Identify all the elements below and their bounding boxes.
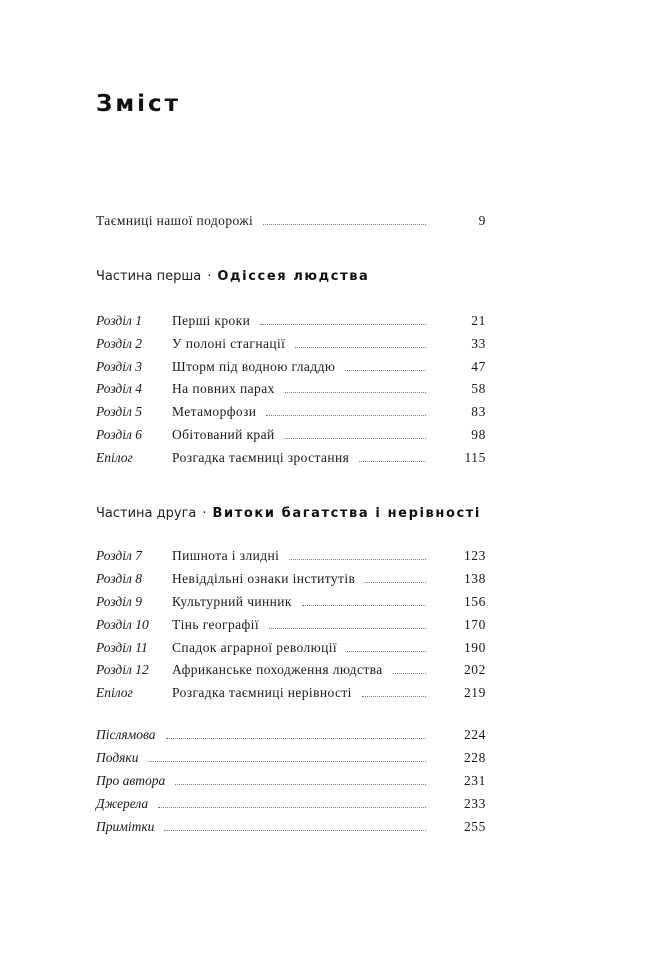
- dot-leader: [149, 760, 427, 762]
- toc-entry[interactable]: [96, 426, 486, 444]
- part-title: Одіссея людства: [217, 269, 370, 284]
- entry-page: 9: [478, 213, 486, 228]
- chapter-title: На повних парах: [172, 381, 275, 396]
- part-separator: ·: [202, 506, 207, 521]
- back-matter-label: Джерела: [96, 796, 149, 811]
- toc-entry[interactable]: [96, 358, 486, 376]
- chapter-label: Розділ 4: [96, 381, 143, 396]
- part-separator: ·: [207, 269, 212, 284]
- dot-leader: [359, 460, 426, 462]
- toc-entry-back-matter[interactable]: [96, 726, 486, 744]
- dot-leader: [175, 783, 426, 785]
- toc-entry[interactable]: [96, 449, 486, 467]
- toc-entry[interactable]: [96, 570, 486, 588]
- part-heading-1: [96, 267, 369, 287]
- chapter-label: Розділ 8: [96, 571, 143, 586]
- chapter-title: Розгадка таємниці нерівності: [172, 685, 352, 700]
- chapter-title: Спадок аграрної революції: [172, 640, 338, 655]
- chapter-label: Епілог: [96, 450, 133, 465]
- toc-entry[interactable]: [96, 403, 486, 421]
- chapter-label: Розділ 2: [96, 336, 143, 351]
- back-matter-page: 224: [463, 727, 486, 742]
- toc-entry[interactable]: [96, 335, 486, 353]
- chapter-label: Епілог: [96, 685, 133, 700]
- chapter-label: Розділ 6: [96, 427, 143, 442]
- chapter-title: Метаморфози: [172, 404, 257, 419]
- toc-entry[interactable]: [96, 661, 486, 679]
- chapter-title: Перші кроки: [172, 313, 251, 328]
- chapter-page: 138: [463, 571, 486, 586]
- chapter-page: 115: [464, 450, 486, 465]
- dot-leader: [393, 672, 426, 674]
- toc-entry[interactable]: [96, 684, 486, 702]
- dot-leader: [260, 323, 426, 325]
- toc-entry-back-matter[interactable]: [96, 818, 486, 836]
- chapter-label: Розділ 1: [96, 313, 143, 328]
- toc-entry[interactable]: [96, 593, 486, 611]
- chapter-page: 219: [463, 685, 486, 700]
- dot-leader: [289, 558, 426, 560]
- toc-entry[interactable]: [96, 639, 486, 657]
- chapter-page: 83: [471, 404, 486, 419]
- dot-leader: [285, 437, 426, 439]
- dot-leader: [164, 829, 426, 831]
- chapter-page: 98: [471, 427, 486, 442]
- back-matter-label: Примітки: [96, 819, 155, 834]
- back-matter-page: 233: [463, 796, 486, 811]
- chapter-label: Розділ 5: [96, 404, 143, 419]
- chapter-page: 58: [471, 381, 486, 396]
- back-matter-page: 255: [463, 819, 486, 834]
- chapter-page: 202: [463, 662, 486, 677]
- entry-title: Таємниці нашої подорожі: [96, 213, 254, 228]
- toc-entry[interactable]: [96, 380, 486, 398]
- chapter-title: Пишнота і злидні: [172, 548, 280, 563]
- dot-leader: [362, 695, 426, 697]
- back-matter-label: Післямова: [96, 727, 156, 742]
- chapter-title: Африканське походження людства: [172, 662, 383, 677]
- chapter-page: 123: [463, 548, 486, 563]
- chapter-page: 156: [463, 594, 486, 609]
- chapter-label: Розділ 10: [96, 617, 149, 632]
- chapter-page: 33: [471, 336, 486, 351]
- dot-leader: [295, 346, 426, 348]
- part-heading-2: [96, 504, 481, 524]
- dot-leader: [269, 627, 426, 629]
- dot-leader: [345, 369, 426, 371]
- dot-leader: [266, 414, 426, 416]
- chapter-page: 190: [463, 640, 486, 655]
- back-matter-page: 231: [463, 773, 486, 788]
- chapter-label: Розділ 11: [96, 640, 148, 655]
- chapter-page: 21: [471, 313, 486, 328]
- toc-entry-back-matter[interactable]: [96, 795, 486, 813]
- back-matter-label: Про автора: [96, 773, 166, 788]
- chapter-page: 170: [463, 617, 486, 632]
- toc-entry[interactable]: [96, 616, 486, 634]
- part-label: Частина перша: [96, 269, 202, 284]
- toc-entry-back-matter[interactable]: [96, 772, 486, 790]
- dot-leader: [263, 223, 426, 225]
- dot-leader: [158, 806, 426, 808]
- chapter-label: Розділ 9: [96, 594, 143, 609]
- chapter-title: У полоні стагнації: [172, 336, 286, 351]
- toc-entry-back-matter[interactable]: [96, 749, 486, 767]
- chapter-title: Невіддільні ознаки інститутів: [172, 571, 356, 586]
- chapter-label: Розділ 7: [96, 548, 143, 563]
- chapter-title: Розгадка таємниці зростання: [172, 450, 350, 465]
- part-title: Витоки багатства і нерівності: [212, 506, 481, 521]
- toc-entry-intro[interactable]: [96, 212, 486, 230]
- toc-entry[interactable]: [96, 547, 486, 565]
- chapter-title: Культурний чинник: [172, 594, 292, 609]
- chapter-page: 47: [471, 359, 486, 374]
- back-matter-page: 228: [463, 750, 486, 765]
- dot-leader: [365, 581, 426, 583]
- chapter-title: Шторм під водною гладдю: [172, 359, 336, 374]
- chapter-label: Розділ 12: [96, 662, 149, 677]
- dot-leader: [347, 650, 426, 652]
- back-matter-label: Подяки: [96, 750, 139, 765]
- dot-leader: [302, 604, 426, 606]
- chapter-title: Обітований край: [172, 427, 275, 442]
- dot-leader: [166, 737, 426, 739]
- dot-leader: [285, 391, 426, 393]
- toc-entry[interactable]: [96, 312, 486, 330]
- chapter-label: Розділ 3: [96, 359, 143, 374]
- chapter-title: Тінь географії: [172, 617, 259, 632]
- page-title: Зміст: [96, 91, 181, 117]
- part-label: Частина друга: [96, 506, 197, 521]
